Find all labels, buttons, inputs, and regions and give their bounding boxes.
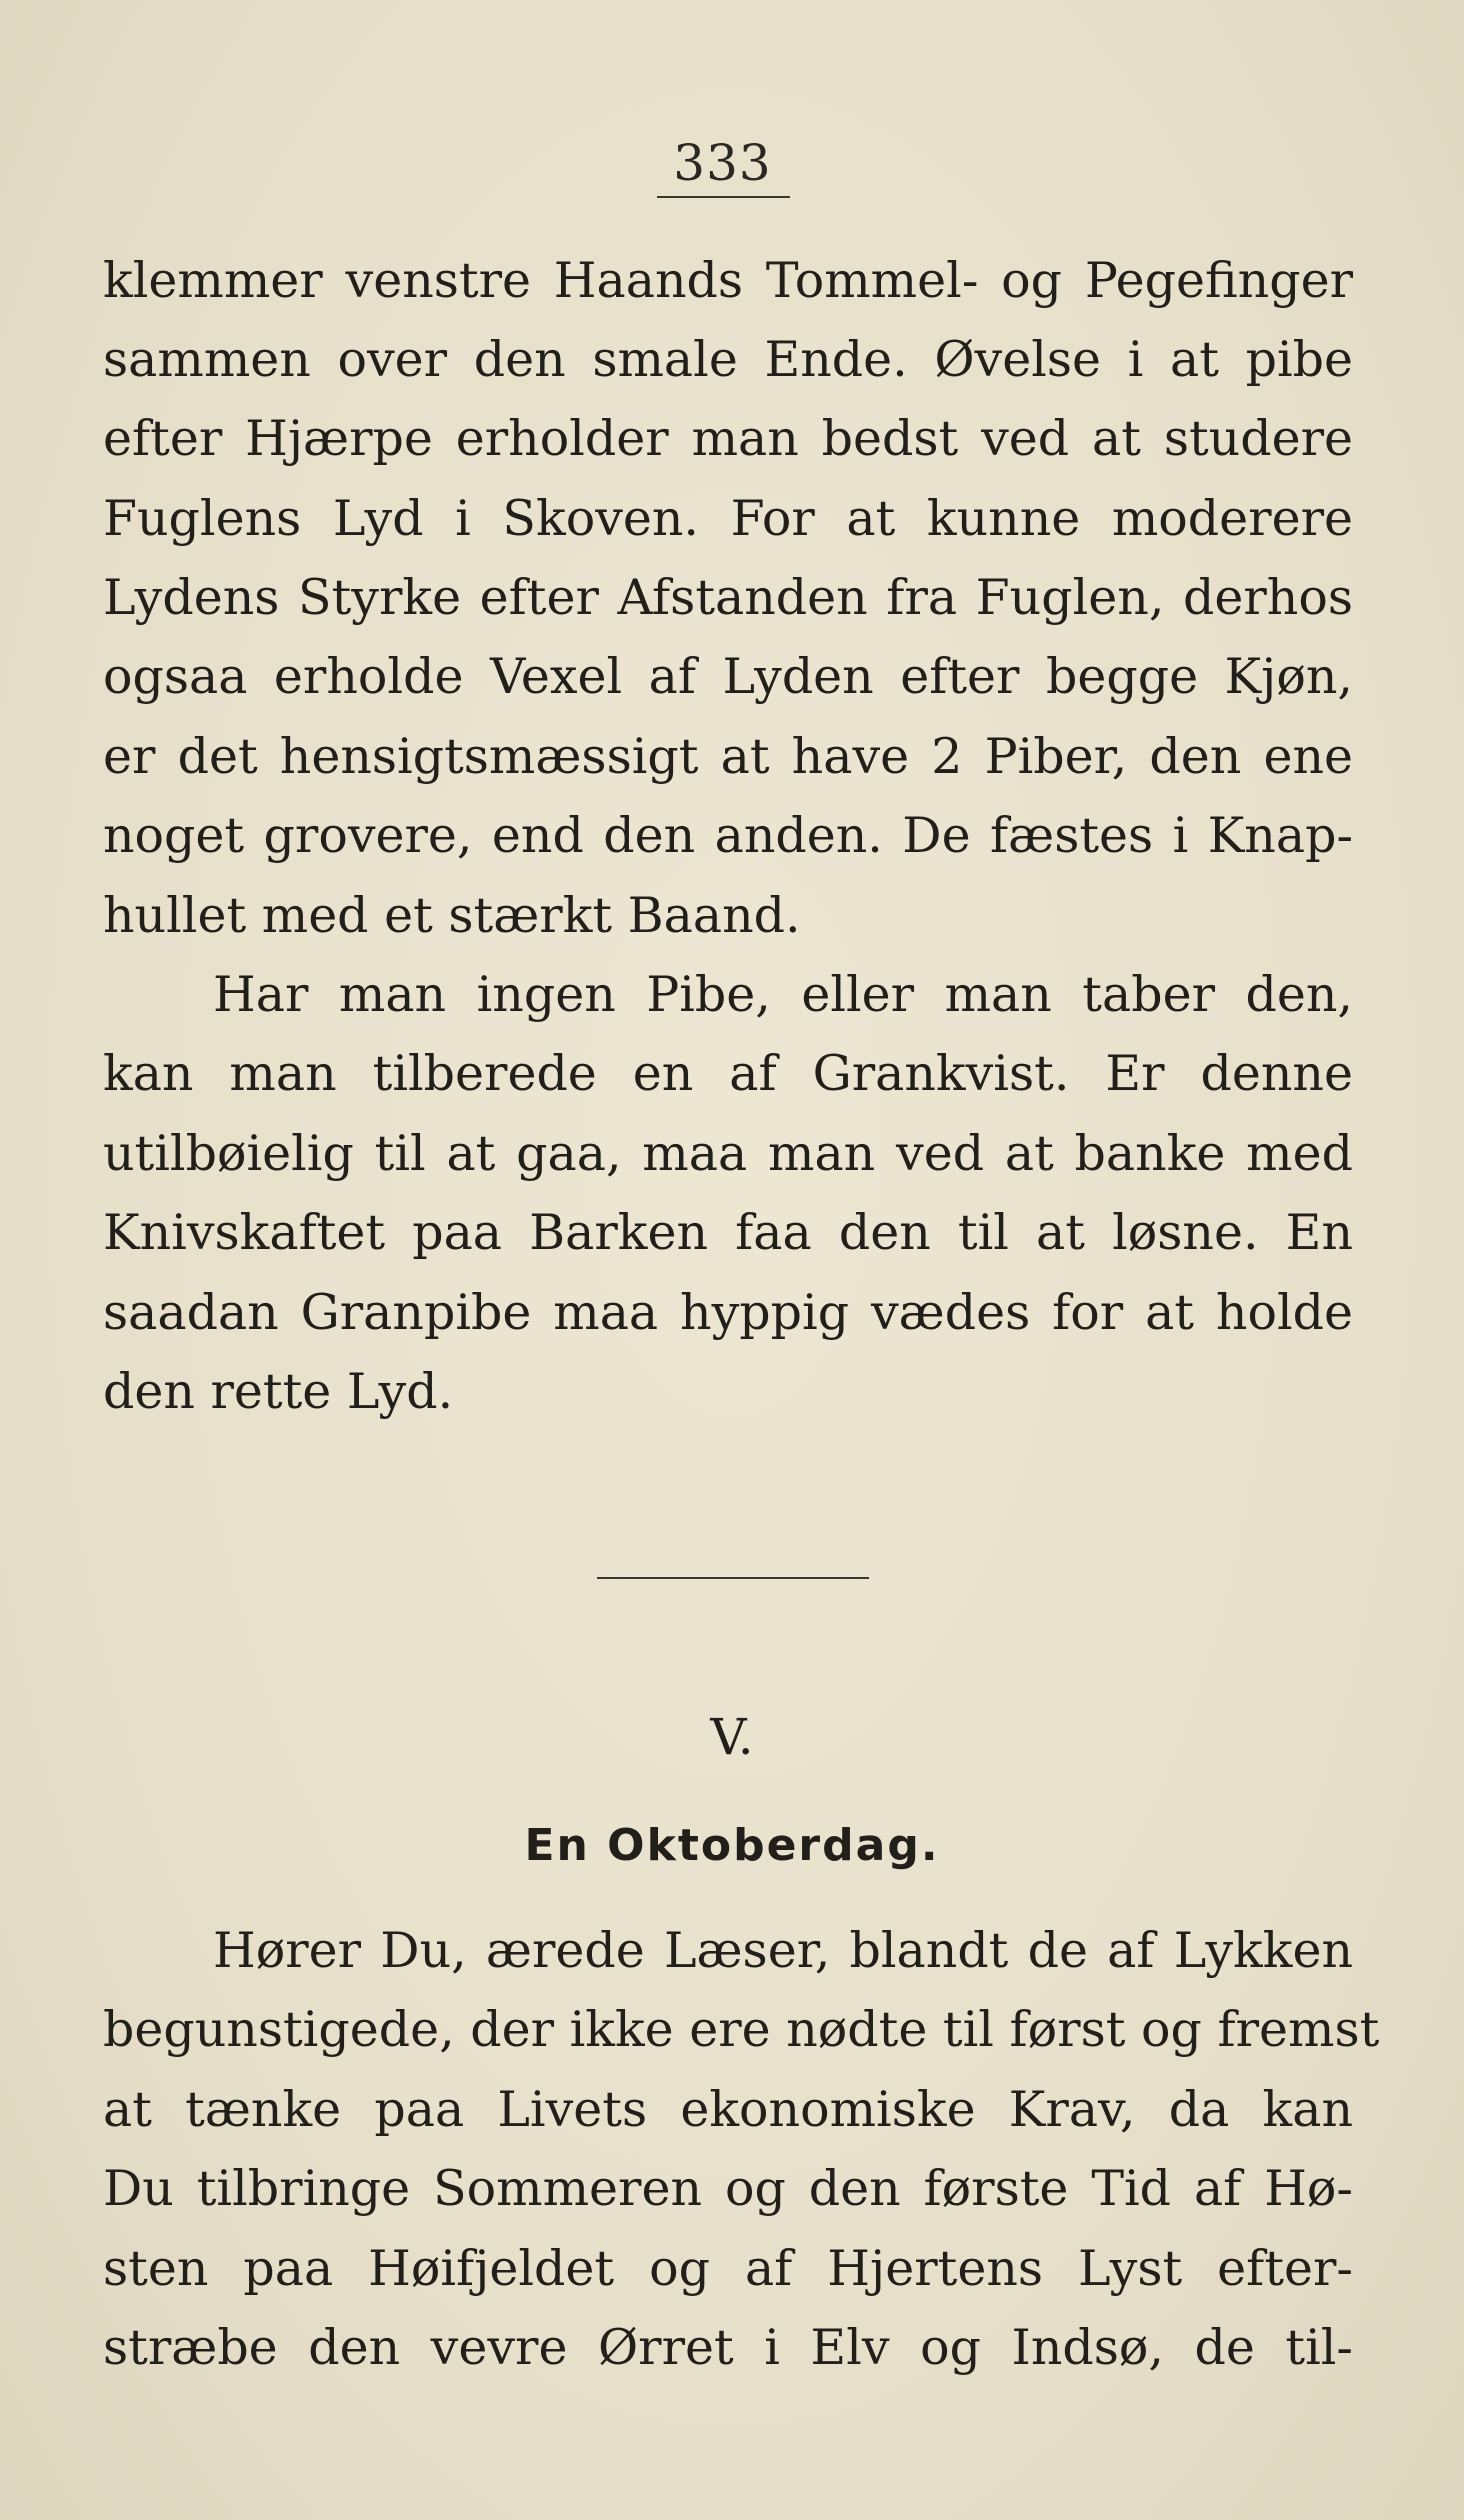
text-line: saadan Granpibe maa hyppig vædes for at holde xyxy=(103,1284,1353,1341)
text-line: klemmer venstre Haands Tommel- og Pegefinger xyxy=(103,252,1353,309)
text-line: Du tilbringe Sommeren og den første Tid af Hø- xyxy=(103,2160,1353,2217)
text-line: den rette Lyd. xyxy=(103,1363,454,1420)
text-line: Har man ingen Pibe, eller man taber den, xyxy=(213,966,1353,1023)
text-line: efter Hjærpe erholder man bedst ved at studere xyxy=(103,410,1353,467)
text-line: sten paa Høifjeldet og af Hjertens Lyst efter- xyxy=(103,2240,1353,2297)
text-line: Fuglens Lyd i Skoven. For at kunne moderere xyxy=(103,490,1353,547)
text-line: stræbe den vevre Ørret i Elv og Indsø, de til- xyxy=(103,2319,1353,2376)
text-line: Hører Du, ærede Læser, blandt de af Lykken xyxy=(213,1922,1353,1979)
section-title: En Oktoberdag. xyxy=(524,1820,940,1871)
section-numeral: V. xyxy=(710,1708,754,1766)
text-line: utilbøielig til at gaa, maa man ved at banke med xyxy=(103,1125,1353,1182)
text-line: Knivskaftet paa Barken faa den til at løsne. En xyxy=(103,1204,1353,1261)
text-line: kan man tilberede en af Grankvist. Er denne xyxy=(103,1045,1353,1102)
text-line: ogsaa erholde Vexel af Lyden efter begge Kjøn, xyxy=(103,648,1353,705)
text-line: er det hensigtsmæssigt at have 2 Piber, den ene xyxy=(103,728,1353,785)
text-line: at tænke paa Livets ekonomiske Krav, da kan xyxy=(103,2081,1353,2138)
text-line: noget grovere, end den anden. De fæstes i Knap- xyxy=(103,807,1353,864)
page-number-underline xyxy=(657,196,790,198)
text-line: begunstigede, der ikke ere nødte til først og fremst xyxy=(103,2001,1380,2058)
section-divider xyxy=(597,1577,869,1579)
text-line: Lydens Styrke efter Afstanden fra Fuglen, derhos xyxy=(103,569,1353,626)
text-line: sammen over den smale Ende. Øvelse i at pibe xyxy=(103,331,1353,388)
page-number: 333 xyxy=(673,134,772,192)
text-line: hullet med et stærkt Baand. xyxy=(103,887,801,944)
